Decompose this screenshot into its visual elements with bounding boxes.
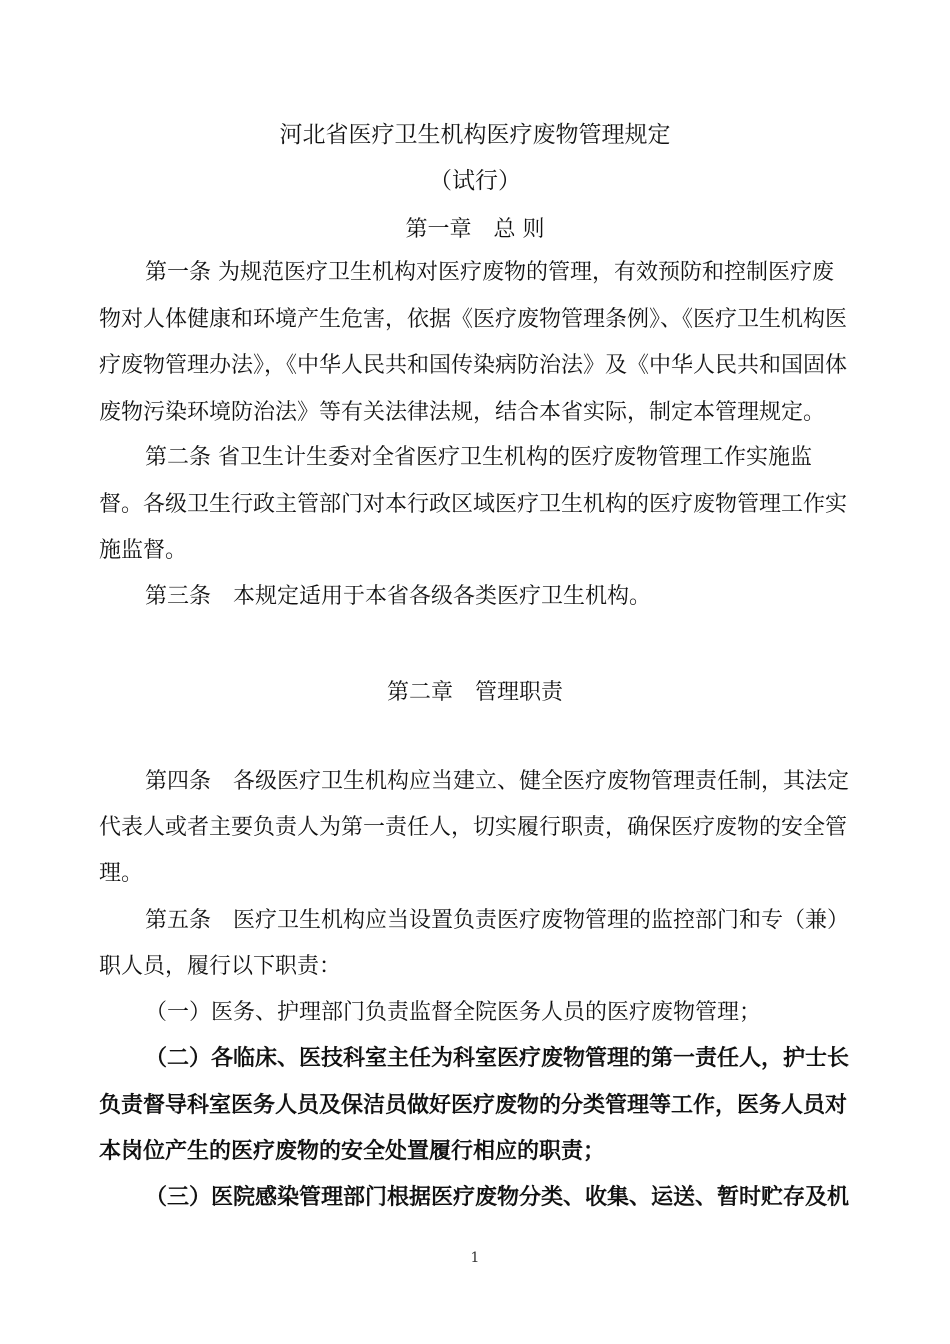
article-1-line-4: 废物污染环境防治法》等有关法律法规，结合本省实际，制定本管理规定。 xyxy=(99,400,826,425)
article-1-line-1: 第一条 为规范医疗卫生机构对医疗废物的管理，有效预防和控制医疗废 xyxy=(145,260,834,285)
item-3-line-1: （三）医院感染管理部门根据医疗废物分类、收集、运送、暂时贮存及机 xyxy=(145,1185,850,1210)
item-1-line-1: （一）医务、护理部门负责监督全院医务人员的医疗废物管理； xyxy=(145,1000,762,1025)
page-number: 1 xyxy=(470,1250,480,1266)
article-2-line-3: 施监督。 xyxy=(99,538,188,563)
item-2-line-2: 负责督导科室医务人员及保洁员做好医疗废物的分类管理等工作，医务人员对 xyxy=(99,1093,848,1118)
article-1-line-2: 物对人体健康和环境产生危害，依据《医疗废物管理条例》、《医疗卫生机构医 xyxy=(99,307,848,332)
chapter-heading-2: 第二章 管理职责 xyxy=(386,680,563,705)
article-4-line-2: 代表人或者主要负责人为第一责任人，切实履行职责，确保医疗废物的安全管 xyxy=(99,815,848,840)
item-2-line-1: （二）各临床、医技科室主任为科室医疗废物管理的第一责任人，护士长 xyxy=(145,1046,850,1071)
article-2-line-2: 督。各级卫生行政主管部门对本行政区域医疗卫生机构的医疗废物管理工作实 xyxy=(99,492,848,517)
chapter-heading-1: 第一章 总 则 xyxy=(405,217,545,242)
article-4-line-1: 第四条 各级医疗卫生机构应当建立、健全医疗废物管理责任制，其法定 xyxy=(145,769,850,794)
article-5-line-2: 职人员，履行以下职责： xyxy=(99,954,342,979)
document-title: 河北省医疗卫生机构医疗废物管理规定 xyxy=(279,122,671,148)
article-1-line-3: 疗废物管理办法》，《中华人民共和国传染病防治法》及《中华人民共和国固体 xyxy=(99,353,848,378)
document-subtitle: （试行） xyxy=(429,168,521,194)
article-5-line-1: 第五条 医疗卫生机构应当设置负责医疗废物管理的监控部门和专（兼） xyxy=(145,908,850,933)
article-4-line-3: 理。 xyxy=(99,861,144,886)
article-2-line-1: 第二条 省卫生计生委对全省医疗卫生机构的医疗废物管理工作实施监 xyxy=(145,445,812,470)
article-3-line-1: 第三条 本规定适用于本省各级各类医疗卫生机构。 xyxy=(145,584,652,609)
item-2-line-3: 本岗位产生的医疗废物的安全处置履行相应的职责； xyxy=(99,1139,606,1164)
